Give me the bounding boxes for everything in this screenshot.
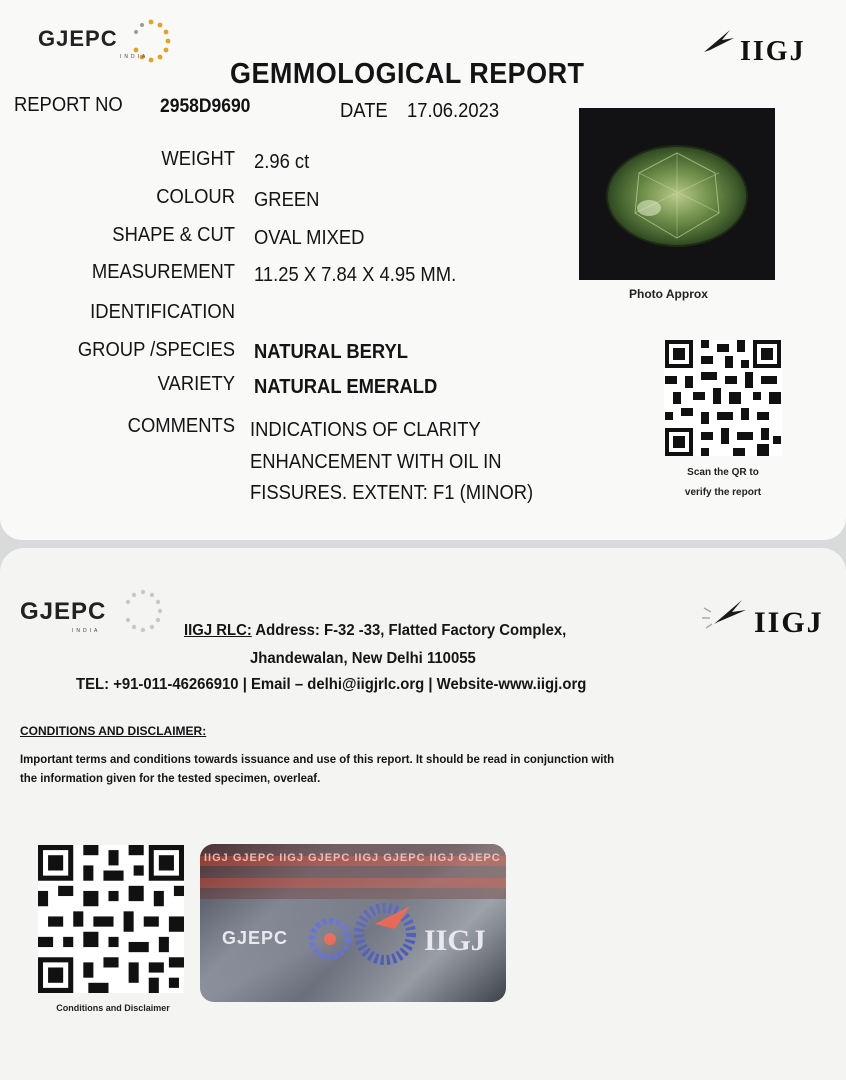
- field-label-shape-cut: SHAPE & CUT: [112, 224, 235, 246]
- comments-line-2: ENHANCEMENT WITH OIL IN: [250, 451, 502, 473]
- disclaimer-qr-code[interactable]: [38, 845, 184, 993]
- conditions-line-2: the information given for the tested specimen, overleaf.: [20, 771, 321, 785]
- qr-caption-line-1: Scan the QR to: [687, 467, 759, 478]
- gjepc-logo-back: [20, 598, 107, 634]
- verify-qr-code[interactable]: [664, 340, 782, 456]
- contact-line: TEL: +91-011-46266910 | Email – delhi@iigjrlc.org | Website-www.iigj.org: [76, 676, 587, 693]
- field-label-identification: IDENTIFICATION: [90, 301, 236, 323]
- comments-line-3: FISSURES. EXTENT: F1 (MINOR): [250, 482, 534, 504]
- date-value: 17.06.2023: [407, 100, 500, 122]
- report-no-value: 2958D9690: [160, 96, 251, 117]
- field-value-measurement: 11.25 X 7.84 X 4.95 MM.: [254, 264, 457, 286]
- conditions-line-1: Important terms and conditions towards issuance and use of this report. It should be read in conjunction with: [20, 752, 615, 766]
- address-text-1: Address: F-32 -33, Flatted Factory Complex,: [255, 622, 567, 639]
- gjepc-logo-back-text: GJEPC: [20, 598, 107, 625]
- hologram-iigj-text: IIGJ: [424, 924, 486, 957]
- gem-photo: [579, 108, 775, 280]
- sun-rays-icon: [118, 586, 168, 636]
- field-value-variety: NATURAL EMERALD: [254, 376, 438, 398]
- report-no-label: REPORT NO: [14, 94, 123, 116]
- qr-code-icon: [664, 340, 782, 456]
- qr-code-icon: [38, 845, 184, 993]
- report-back-card: [0, 548, 846, 1080]
- field-value-group-species: NATURAL BERYL: [254, 341, 409, 363]
- security-hologram: [200, 844, 506, 1002]
- date-label: DATE: [340, 100, 388, 122]
- field-label-weight: WEIGHT: [161, 148, 235, 170]
- field-label-group-species: GROUP /SPECIES: [77, 339, 235, 361]
- address-line-1: [184, 622, 566, 640]
- field-value-colour: GREEN: [254, 189, 320, 211]
- address-prefix: IIGJ RLC:: [184, 622, 252, 639]
- arrow-mark-icon: [700, 594, 750, 634]
- gjepc-logo: [38, 26, 149, 60]
- conditions-title: CONDITIONS AND DISCLAIMER:: [20, 724, 207, 738]
- hologram-gjepc-text: GJEPC: [222, 928, 289, 948]
- gjepc-logo-text: GJEPC: [38, 26, 118, 51]
- hologram-image: [200, 844, 506, 1002]
- field-value-shape-cut: OVAL MIXED: [254, 227, 365, 249]
- report-title: GEMMOLOGICAL REPORT: [230, 58, 585, 90]
- address-line-2: Jhandewalan, New Delhi 110055: [250, 650, 476, 667]
- photo-caption: Photo Approx: [629, 287, 708, 301]
- comments-label: COMMENTS: [127, 415, 235, 437]
- iigj-logo-text: IIGJ: [740, 36, 806, 67]
- iigj-logo-back-text: IIGJ: [754, 606, 824, 639]
- qr-caption-line-2: verify the report: [684, 487, 762, 498]
- disclaimer-qr-caption: Conditions and Disclaimer: [56, 1003, 170, 1013]
- field-label-variety: VARIETY: [157, 373, 235, 395]
- field-label-measurement: MEASUREMENT: [91, 261, 235, 283]
- gjepc-logo-subtext: INDIA: [120, 54, 149, 60]
- gjepc-logo-back-subtext: INDIA: [72, 628, 101, 634]
- emerald-image: [579, 108, 775, 280]
- arrow-mark-icon: [700, 26, 736, 56]
- hologram-pattern-text: IIGJ GJEPC IIGJ GJEPC IIGJ GJEPC IIGJ GJEPC: [204, 852, 501, 864]
- field-value-weight: 2.96 ct: [254, 151, 310, 173]
- comments-line-1: INDICATIONS OF CLARITY: [250, 419, 481, 441]
- field-label-colour: COLOUR: [156, 186, 235, 208]
